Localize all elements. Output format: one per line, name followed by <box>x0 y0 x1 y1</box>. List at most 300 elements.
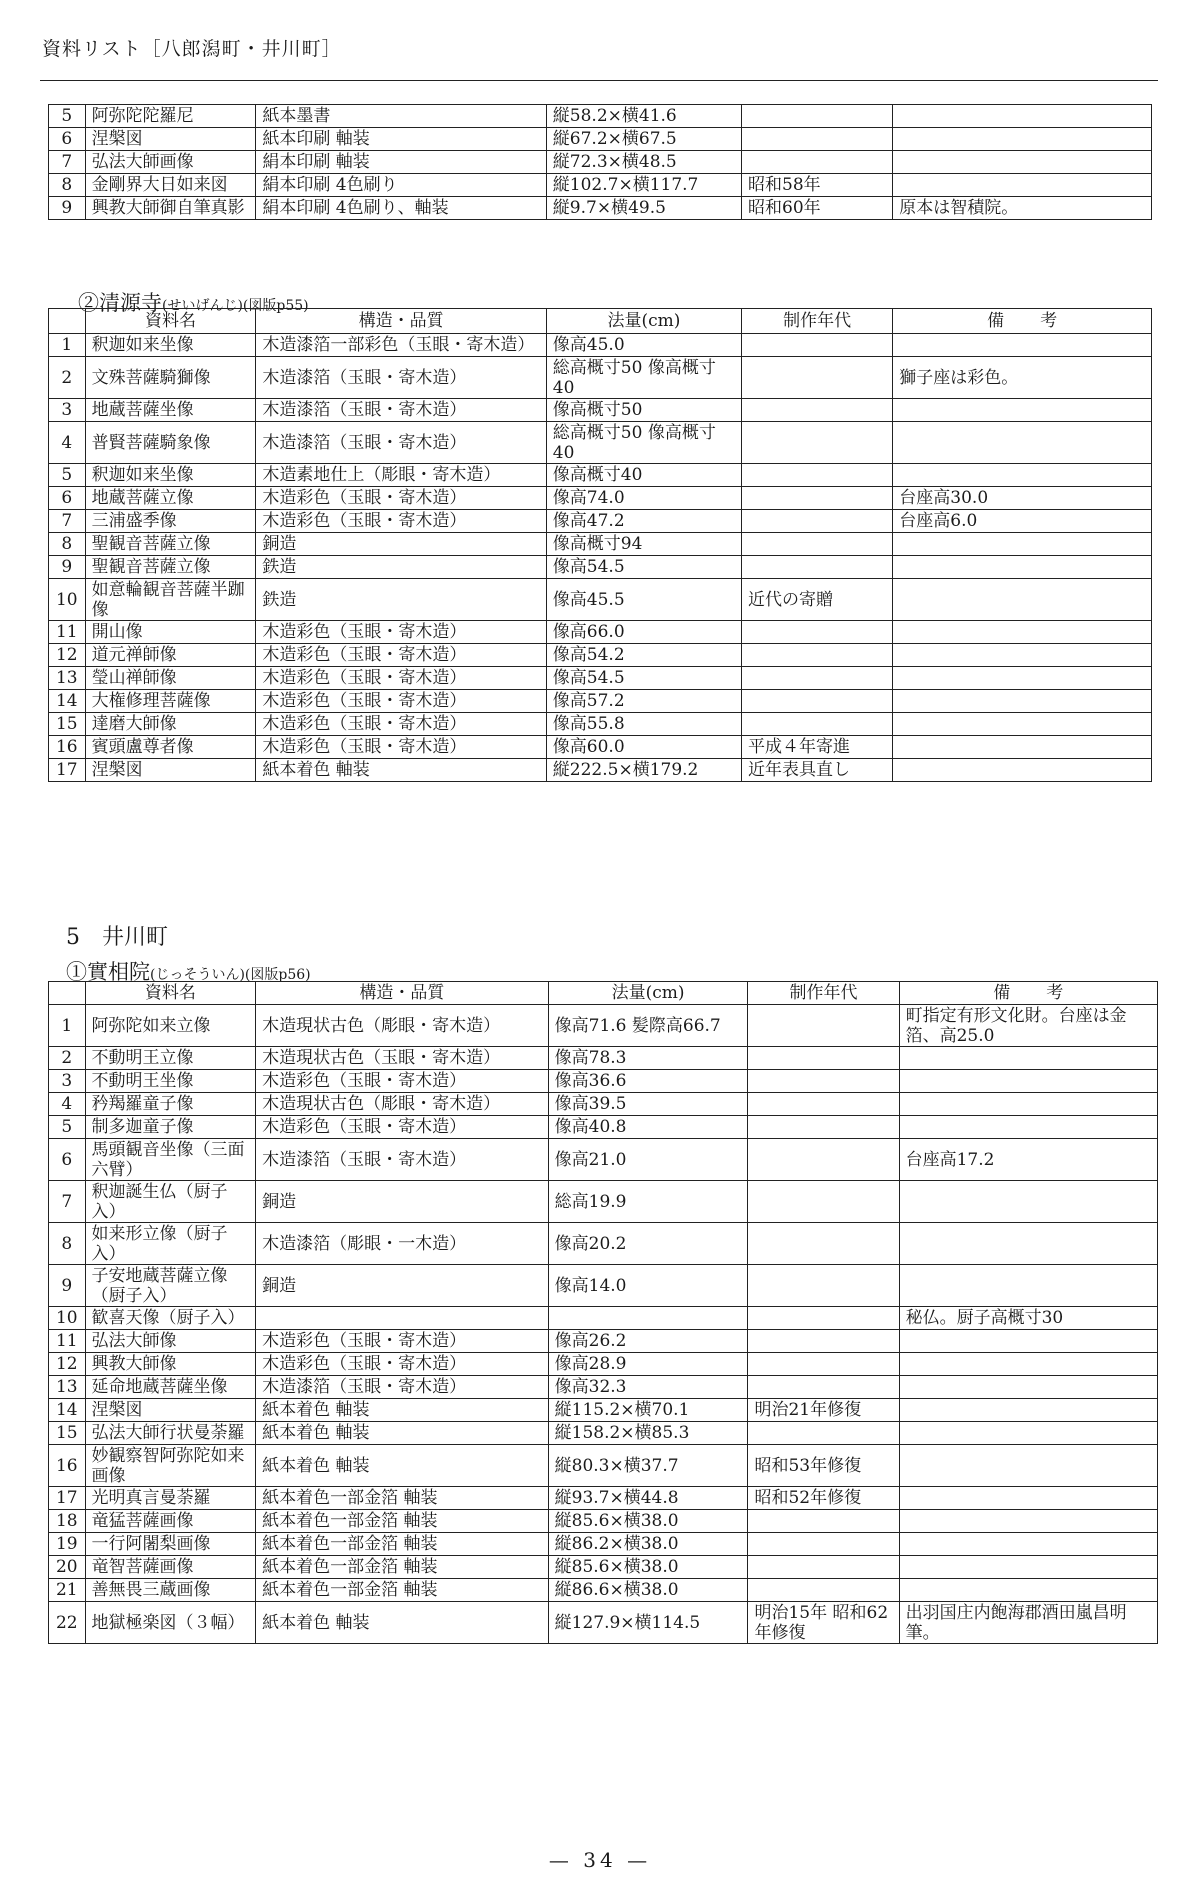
table-row <box>49 1510 1158 1533</box>
cell-no: 19 <box>49 1533 86 1556</box>
cell-size: 像高概寸40 <box>546 464 741 487</box>
cell-name: 涅槃図 <box>85 128 256 151</box>
cell-size: 像高71.6 髪際高66.7 <box>548 1005 748 1047</box>
table-row <box>49 1445 1158 1487</box>
table-row <box>49 1487 1158 1510</box>
cell-era: 明治21年修復 <box>748 1399 899 1422</box>
cell-name: 金剛界大日如来図 <box>85 174 256 197</box>
cell-structure: 紙本着色 軸装 <box>256 1602 548 1644</box>
cell-no: 9 <box>49 556 86 579</box>
table-row <box>49 1353 1158 1376</box>
table-row <box>49 151 1152 174</box>
cell-no: 2 <box>49 357 86 399</box>
col-header-no <box>49 982 86 1005</box>
cell-structure: 紙本着色一部金箔 軸装 <box>256 1579 548 1602</box>
cell-era <box>748 1139 899 1181</box>
table-row <box>49 556 1152 579</box>
table-row <box>49 1376 1158 1399</box>
cell-size: 像高21.0 <box>548 1139 748 1181</box>
cell-notes: 秘仏。厨子高概寸30 <box>899 1307 1157 1330</box>
cell-name: 賓頭盧尊者像 <box>85 736 256 759</box>
cell-no: 7 <box>49 510 86 533</box>
seigenji-table <box>48 308 1152 782</box>
cell-no: 6 <box>49 487 86 510</box>
cell-name: 聖観音菩薩立像 <box>85 556 256 579</box>
cell-structure: 木造彩色（玉眼・寄木造） <box>256 667 546 690</box>
cell-no: 14 <box>49 690 86 713</box>
cell-structure: 木造現状古色（彫眼・寄木造） <box>256 1093 548 1116</box>
cell-notes <box>899 1093 1157 1116</box>
cell-name: 瑩山禅師像 <box>85 667 256 690</box>
cell-no: 6 <box>49 128 86 151</box>
cell-name: 達磨大師像 <box>85 713 256 736</box>
cell-name: 馬頭観音坐像（三面六臂） <box>85 1139 256 1181</box>
cell-notes: 台座高30.0 <box>893 487 1152 510</box>
cell-structure: 木造漆箔（玉眼・寄木造） <box>256 357 546 399</box>
section-title: ①實相院 <box>66 960 150 984</box>
cell-name: 如来形立像（厨子入） <box>85 1223 256 1265</box>
cell-no: 10 <box>49 579 86 621</box>
col-header-notes: 備考 <box>899 982 1157 1005</box>
table-row <box>49 197 1152 220</box>
cell-notes <box>893 759 1152 782</box>
cell-era <box>742 533 893 556</box>
table-row <box>49 533 1152 556</box>
cell-size: 縦58.2×横41.6 <box>546 105 741 128</box>
cell-name: 制多迦童子像 <box>85 1116 256 1139</box>
table-row <box>49 667 1152 690</box>
cell-name: 釈迦如来坐像 <box>85 334 256 357</box>
cell-size: 像高概寸94 <box>546 533 741 556</box>
cell-notes <box>899 1376 1157 1399</box>
cell-notes <box>893 105 1152 128</box>
cell-era <box>748 1579 899 1602</box>
cell-era <box>748 1181 899 1223</box>
cell-era <box>742 621 893 644</box>
cell-name: 如意輪観音菩薩半跏像 <box>85 579 256 621</box>
cell-size: 総高概寸50 像高概寸40 <box>546 357 741 399</box>
cell-era <box>748 1070 899 1093</box>
table-row <box>49 128 1152 151</box>
cell-no: 5 <box>49 1116 86 1139</box>
col-header-era: 制作年代 <box>742 309 893 334</box>
cell-size: 像高45.0 <box>546 334 741 357</box>
cell-notes <box>899 1047 1157 1070</box>
cell-size: 像高20.2 <box>548 1223 748 1265</box>
cell-no: 20 <box>49 1556 86 1579</box>
cell-era <box>742 399 893 422</box>
cell-structure: 紙本着色一部金箔 軸装 <box>256 1510 548 1533</box>
table-row <box>49 1307 1158 1330</box>
cell-era: 平成４年寄進 <box>742 736 893 759</box>
cell-name: 阿弥陀如来立像 <box>85 1005 256 1047</box>
cell-name: 三浦盛季像 <box>85 510 256 533</box>
cell-structure: 木造彩色（玉眼・寄木造） <box>256 1116 548 1139</box>
cell-no: 4 <box>49 422 86 464</box>
col-header-size: 法量(cm) <box>546 309 741 334</box>
cell-era: 明治15年 昭和62年修復 <box>748 1602 899 1644</box>
jissouin-table <box>48 981 1158 1644</box>
cell-size: 像高39.5 <box>548 1093 748 1116</box>
cell-notes <box>899 1422 1157 1445</box>
cell-notes <box>893 151 1152 174</box>
cell-name: 弘法大師行状曼荼羅 <box>85 1422 256 1445</box>
cell-era <box>742 713 893 736</box>
cell-notes <box>893 556 1152 579</box>
cell-size: 縦9.7×横49.5 <box>546 197 741 220</box>
cell-notes <box>893 690 1152 713</box>
cell-structure: 鉄造 <box>256 579 546 621</box>
cell-no: 18 <box>49 1510 86 1533</box>
cell-no: 1 <box>49 334 86 357</box>
cell-era: 昭和58年 <box>742 174 893 197</box>
cell-structure: 紙本着色一部金箔 軸装 <box>256 1533 548 1556</box>
table-row <box>49 1556 1158 1579</box>
cell-name: 妙観察智阿弥陀如来画像 <box>85 1445 256 1487</box>
header-row <box>49 982 1158 1005</box>
cell-name: 大権修理菩薩像 <box>85 690 256 713</box>
cell-notes <box>899 1487 1157 1510</box>
cell-era <box>742 105 893 128</box>
table-row <box>49 422 1152 464</box>
cell-size: 総高19.9 <box>548 1181 748 1223</box>
cell-no: 3 <box>49 1070 86 1093</box>
cell-structure: 木造素地仕上（彫眼・寄木造） <box>256 464 546 487</box>
table-row <box>49 1602 1158 1644</box>
cell-structure: 絹本印刷 4色刷り <box>256 174 546 197</box>
cell-structure: 紙本着色一部金箔 軸装 <box>256 1487 548 1510</box>
cell-era: 昭和60年 <box>742 197 893 220</box>
cell-no: 4 <box>49 1093 86 1116</box>
cell-name: 開山像 <box>85 621 256 644</box>
cell-size <box>548 1307 748 1330</box>
cell-no: 17 <box>49 1487 86 1510</box>
cell-notes <box>899 1579 1157 1602</box>
cell-no: 14 <box>49 1399 86 1422</box>
cell-size: 像高54.2 <box>546 644 741 667</box>
cell-notes <box>899 1353 1157 1376</box>
cell-notes <box>899 1330 1157 1353</box>
table-row <box>49 357 1152 399</box>
cell-size: 像高74.0 <box>546 487 741 510</box>
cell-no: 12 <box>49 1353 86 1376</box>
cell-notes <box>893 334 1152 357</box>
col-header-era: 制作年代 <box>748 982 899 1005</box>
cell-size: 像高66.0 <box>546 621 741 644</box>
cell-no: 11 <box>49 1330 86 1353</box>
cell-structure: 絹本印刷 軸装 <box>256 151 546 174</box>
jissouin-table-body <box>49 1005 1158 1644</box>
cell-name: 子安地蔵菩薩立像（厨子入） <box>85 1265 256 1307</box>
col-header-structure: 構造・品質 <box>256 982 548 1005</box>
table-row <box>49 1005 1158 1047</box>
cell-structure: 銅造 <box>256 533 546 556</box>
cell-notes <box>893 621 1152 644</box>
header-row <box>49 309 1152 334</box>
cell-name: 歓喜天像（厨子入） <box>85 1307 256 1330</box>
cell-name: 一行阿闍梨画像 <box>85 1533 256 1556</box>
cell-no: 2 <box>49 1047 86 1070</box>
cell-era: 近代の寄贈 <box>742 579 893 621</box>
cell-size: 縦67.2×横67.5 <box>546 128 741 151</box>
cell-era <box>748 1353 899 1376</box>
cell-notes <box>893 644 1152 667</box>
cell-structure: 木造彩色（玉眼・寄木造） <box>256 713 546 736</box>
page-number: — 34 — <box>548 1848 652 1872</box>
cell-notes <box>899 1116 1157 1139</box>
cell-name: 地蔵菩薩立像 <box>85 487 256 510</box>
table-row <box>49 1093 1158 1116</box>
cell-name: 不動明王坐像 <box>85 1070 256 1093</box>
cell-era <box>742 334 893 357</box>
section-heading-ikawa: 5 井川町 <box>66 925 168 950</box>
cell-size: 像高26.2 <box>548 1330 748 1353</box>
running-header: 資料リスト［八郎潟町・井川町］ <box>42 38 342 60</box>
cell-name: 矜羯羅童子像 <box>85 1093 256 1116</box>
cell-era: 近年表具直し <box>742 759 893 782</box>
header-rule <box>40 80 1158 81</box>
section-reading: (せいげんじ)(図版p55) <box>162 298 309 314</box>
cell-notes <box>893 174 1152 197</box>
table-row <box>49 1399 1158 1422</box>
cell-size: 像高54.5 <box>546 556 741 579</box>
cell-notes: 町指定有形文化財。台座は金箔、高25.0 <box>899 1005 1157 1047</box>
cell-structure: 紙本着色 軸装 <box>256 759 546 782</box>
cell-era <box>748 1116 899 1139</box>
cell-structure <box>256 1307 548 1330</box>
cell-structure: 木造彩色（玉眼・寄木造） <box>256 510 546 533</box>
cell-name: 普賢菩薩騎象像 <box>85 422 256 464</box>
cell-size: 像高概寸50 <box>546 399 741 422</box>
cell-notes <box>893 667 1152 690</box>
cell-no: 21 <box>49 1579 86 1602</box>
cell-size: 像高36.6 <box>548 1070 748 1093</box>
cell-no: 10 <box>49 1307 86 1330</box>
cell-no: 5 <box>49 464 86 487</box>
cell-structure: 銅造 <box>256 1265 548 1307</box>
cell-era <box>748 1330 899 1353</box>
cell-notes <box>899 1445 1157 1487</box>
cell-no: 11 <box>49 621 86 644</box>
cell-notes <box>893 422 1152 464</box>
cell-name: 弘法大師画像 <box>85 151 256 174</box>
cell-size: 縦85.6×横38.0 <box>548 1510 748 1533</box>
cell-name: 阿弥陀陀羅尼 <box>85 105 256 128</box>
cell-no: 13 <box>49 667 86 690</box>
cell-notes <box>899 1556 1157 1579</box>
cell-no: 3 <box>49 399 86 422</box>
cell-size: 像高14.0 <box>548 1265 748 1307</box>
cell-no: 6 <box>49 1139 86 1181</box>
cell-era <box>748 1005 899 1047</box>
continued-table <box>48 104 1152 220</box>
cell-era <box>748 1265 899 1307</box>
cell-no: 16 <box>49 736 86 759</box>
cell-era <box>742 128 893 151</box>
cell-notes: 台座高6.0 <box>893 510 1152 533</box>
table-row <box>49 334 1152 357</box>
cell-size: 縦158.2×横85.3 <box>548 1422 748 1445</box>
cell-size: 縦115.2×横70.1 <box>548 1399 748 1422</box>
col-header-size: 法量(cm) <box>548 982 748 1005</box>
cell-era <box>748 1376 899 1399</box>
cell-notes <box>893 579 1152 621</box>
cell-notes <box>893 736 1152 759</box>
col-header-no <box>49 309 86 334</box>
cell-no: 8 <box>49 174 86 197</box>
col-header-structure: 構造・品質 <box>256 309 546 334</box>
cell-structure: 木造漆箔一部彩色（玉眼・寄木造） <box>256 334 546 357</box>
cell-size: 縦85.6×横38.0 <box>548 1556 748 1579</box>
cell-size: 縦222.5×横179.2 <box>546 759 741 782</box>
cell-era <box>742 690 893 713</box>
cell-notes: 原本は智積院。 <box>893 197 1152 220</box>
cell-size: 縦72.3×横48.5 <box>546 151 741 174</box>
seigenji-table-body <box>49 334 1152 782</box>
cell-name: 興教大師像 <box>85 1353 256 1376</box>
cell-name: 延命地蔵菩薩坐像 <box>85 1376 256 1399</box>
cell-no: 13 <box>49 1376 86 1399</box>
table-row <box>49 1139 1158 1181</box>
table-row <box>49 1579 1158 1602</box>
cell-structure: 紙本墨書 <box>256 105 546 128</box>
cell-notes <box>899 1399 1157 1422</box>
cell-structure: 紙本着色 軸装 <box>256 1422 548 1445</box>
cell-era <box>742 644 893 667</box>
cell-structure: 紙本着色一部金箔 軸装 <box>256 1556 548 1579</box>
cell-era <box>748 1422 899 1445</box>
cell-size: 総高概寸50 像高概寸40 <box>546 422 741 464</box>
cell-no: 7 <box>49 1181 86 1223</box>
col-header-notes: 備考 <box>893 309 1152 334</box>
cell-size: 縦93.7×横44.8 <box>548 1487 748 1510</box>
table-row <box>49 713 1152 736</box>
table-row <box>49 1265 1158 1307</box>
table-row <box>49 174 1152 197</box>
cell-structure: 木造彩色（玉眼・寄木造） <box>256 644 546 667</box>
cell-size: 縦86.6×横38.0 <box>548 1579 748 1602</box>
table-row <box>49 690 1152 713</box>
cell-era <box>748 1307 899 1330</box>
cell-notes <box>893 128 1152 151</box>
cell-name: 釈迦誕生仏（厨子入） <box>85 1181 256 1223</box>
cell-structure: 木造漆箔（玉眼・寄木造） <box>256 399 546 422</box>
table-row <box>49 1181 1158 1223</box>
section-title: ②清源寺 <box>78 291 162 315</box>
cell-era <box>748 1510 899 1533</box>
cell-size: 像高54.5 <box>546 667 741 690</box>
cell-no: 5 <box>49 105 86 128</box>
cell-name: 地蔵菩薩坐像 <box>85 399 256 422</box>
cell-no: 15 <box>49 713 86 736</box>
cell-era <box>748 1093 899 1116</box>
cell-name: 善無畏三蔵画像 <box>85 1579 256 1602</box>
section-reading: (じっそういん)(図版p56) <box>150 967 311 983</box>
cell-name: 涅槃図 <box>85 759 256 782</box>
cell-structure: 木造彩色（玉眼・寄木造） <box>256 1330 548 1353</box>
cell-era <box>748 1533 899 1556</box>
cell-notes <box>899 1510 1157 1533</box>
cell-structure: 木造彩色（玉眼・寄木造） <box>256 621 546 644</box>
table-row <box>49 1533 1158 1556</box>
table-row <box>49 621 1152 644</box>
cell-size: 像高55.8 <box>546 713 741 736</box>
cell-no: 9 <box>49 1265 86 1307</box>
cell-size: 像高47.2 <box>546 510 741 533</box>
cell-era: 昭和53年修復 <box>748 1445 899 1487</box>
cell-no: 17 <box>49 759 86 782</box>
cell-no: 22 <box>49 1602 86 1644</box>
cell-notes <box>899 1265 1157 1307</box>
cell-name: 竜猛菩薩画像 <box>85 1510 256 1533</box>
cell-structure: 絹本印刷 4色刷り、軸装 <box>256 197 546 220</box>
cell-notes: 出羽国庄内飽海郡酒田嵐昌明筆。 <box>899 1602 1157 1644</box>
cell-structure: 木造彩色（玉眼・寄木造） <box>256 1353 548 1376</box>
cell-size: 像高78.3 <box>548 1047 748 1070</box>
cell-structure: 木造彩色（玉眼・寄木造） <box>256 736 546 759</box>
cell-name: 道元禅師像 <box>85 644 256 667</box>
cell-era <box>742 510 893 533</box>
cell-era <box>748 1556 899 1579</box>
cell-size: 縦127.9×横114.5 <box>548 1602 748 1644</box>
cell-size: 像高40.8 <box>548 1116 748 1139</box>
cell-name: 聖観音菩薩立像 <box>85 533 256 556</box>
cell-size: 像高45.5 <box>546 579 741 621</box>
cell-name: 興教大師御自筆真影 <box>85 197 256 220</box>
table-row <box>49 1047 1158 1070</box>
cell-no: 16 <box>49 1445 86 1487</box>
col-header-name: 資料名 <box>85 309 256 334</box>
cell-size: 像高60.0 <box>546 736 741 759</box>
cell-no: 7 <box>49 151 86 174</box>
cell-structure: 木造漆箔（玉眼・寄木造） <box>256 1139 548 1181</box>
cell-notes <box>899 1181 1157 1223</box>
cell-structure: 紙本印刷 軸装 <box>256 128 546 151</box>
cell-era <box>748 1223 899 1265</box>
cell-era <box>742 487 893 510</box>
cell-structure: 木造彩色（玉眼・寄木造） <box>256 690 546 713</box>
cell-name: 文殊菩薩騎獅像 <box>85 357 256 399</box>
cell-structure: 銅造 <box>256 1181 548 1223</box>
cell-no: 8 <box>49 533 86 556</box>
cell-name: 釈迦如来坐像 <box>85 464 256 487</box>
cell-structure: 木造彩色（玉眼・寄木造） <box>256 1070 548 1093</box>
cell-notes <box>893 399 1152 422</box>
table-row <box>49 1422 1158 1445</box>
cell-structure: 木造漆箔（玉眼・寄木造） <box>256 422 546 464</box>
cell-notes: 獅子座は彩色。 <box>893 357 1152 399</box>
cell-name: 地獄極楽図（３幅） <box>85 1602 256 1644</box>
cell-no: 9 <box>49 197 86 220</box>
cell-notes: 台座高17.2 <box>899 1139 1157 1181</box>
table-row <box>49 1223 1158 1265</box>
cell-era <box>742 422 893 464</box>
cell-structure: 木造現状古色（彫眼・寄木造） <box>256 1005 548 1047</box>
cell-size: 縦102.7×横117.7 <box>546 174 741 197</box>
cell-name: 涅槃図 <box>85 1399 256 1422</box>
cell-notes <box>899 1070 1157 1093</box>
table-row <box>49 399 1152 422</box>
cell-name: 竜智菩薩画像 <box>85 1556 256 1579</box>
cell-structure: 紙本着色 軸装 <box>256 1445 548 1487</box>
cell-era <box>742 556 893 579</box>
table-row <box>49 1070 1158 1093</box>
cell-notes <box>893 533 1152 556</box>
table-row <box>49 736 1152 759</box>
cell-size: 縦86.2×横38.0 <box>548 1533 748 1556</box>
table-row <box>49 759 1152 782</box>
table-row <box>49 487 1152 510</box>
